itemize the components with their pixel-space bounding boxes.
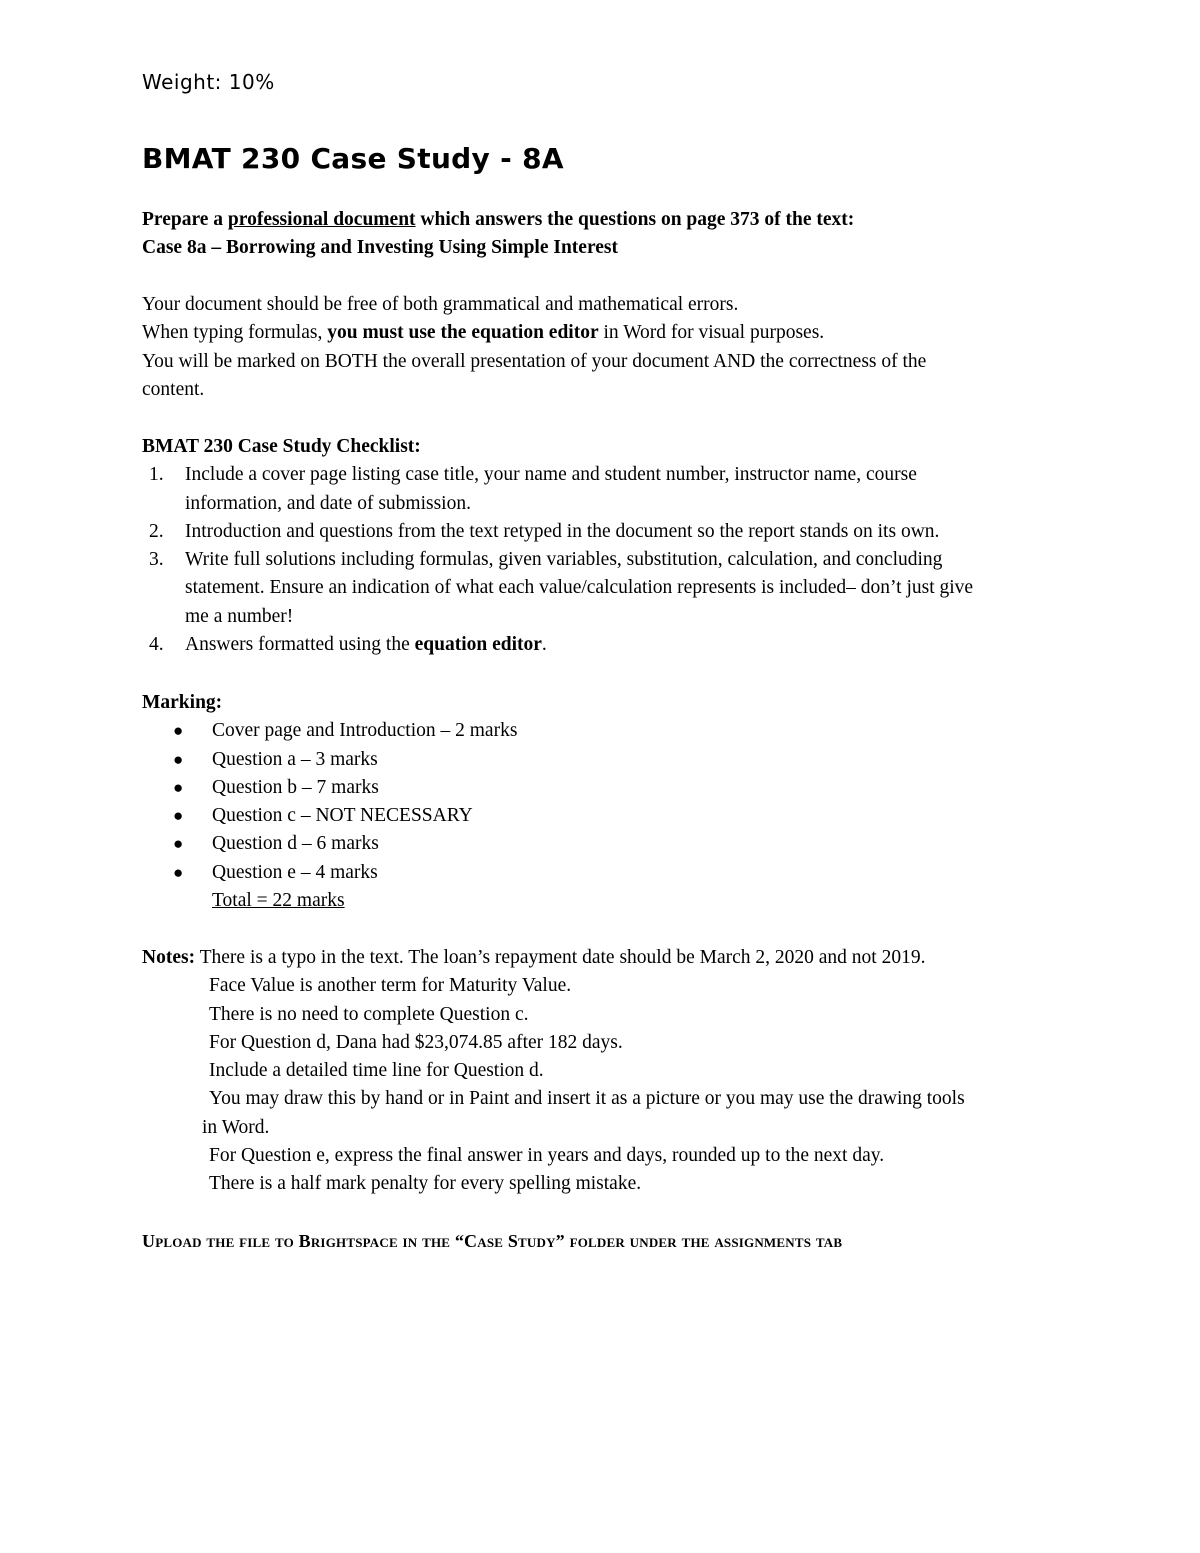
checklist-item-1 <box>142 461 1072 518</box>
equation-editor-emphasis: you must use the equation editor <box>327 322 599 344</box>
instructions-section <box>142 291 1072 404</box>
marking-text: Question d – 6 marks <box>212 833 379 855</box>
checklist-text-a: Answers formatted using the <box>185 634 415 656</box>
notes-first-line <box>142 944 1072 972</box>
instruction-line-2 <box>142 319 1072 347</box>
bullet-icon: ● <box>173 834 184 854</box>
page-title: BMAT 230 Case Study - 8A <box>142 142 564 175</box>
checklist-text: Include a cover page listing case title, your name and student number, instructor name, course <box>185 464 917 486</box>
notes-line: For Question d, Dana had $23,074.85 after 182 days. <box>209 1031 623 1053</box>
notes-line: Include a detailed time line for Question d. <box>209 1060 544 1082</box>
notes-line: You may draw this by hand or in Paint and insert it as a picture or you may use the drawing tools <box>209 1088 965 1110</box>
checklist-text <box>185 631 1072 659</box>
notes-label: Notes: <box>142 947 196 968</box>
checklist-section <box>142 433 1072 659</box>
marking-text: Question a – 3 marks <box>212 748 378 770</box>
professional-document-text: professional document <box>227 209 416 230</box>
checklist-text: statement. Ensure an indication of what each value/calculation represents is included– don’t just give <box>185 577 974 599</box>
bullet-icon: ● <box>173 777 184 797</box>
marking-item <box>142 746 1072 774</box>
instruction-line-1: Your document should be free of both grammatical and mathematical errors. <box>142 294 739 315</box>
marking-text: Cover page and Introduction – 2 marks <box>212 720 518 742</box>
checklist-text: Write full solutions including formulas, given variables, substitution, calculation, and concluding <box>185 549 943 571</box>
marking-item <box>142 830 1072 858</box>
checklist-number: 4. <box>149 634 164 656</box>
checklist-item-2 <box>142 518 1072 546</box>
checklist-text-c: . <box>541 634 547 656</box>
marking-total: Total = 22 marks <box>212 890 345 912</box>
notes-line: There is a half mark penalty for every spelling mistake. <box>209 1173 642 1195</box>
marking-text: Question c – NOT NECESSARY <box>212 805 473 827</box>
notes-text: There is a typo in the text. The loan’s repayment date should be March 2, 2020 and not 2019. <box>195 947 926 968</box>
weight-label: Weight: 10% <box>142 70 275 94</box>
instruction-line-3: You will be marked on BOTH the overall presentation of your document AND the correctness of the <box>142 350 927 372</box>
intro-section <box>142 206 1072 263</box>
intro-text-b: which answers the questions on page 373 of the text: <box>415 209 855 230</box>
checklist-heading: BMAT 230 Case Study Checklist: <box>142 436 421 457</box>
marking-section <box>142 689 1072 915</box>
marking-item <box>142 774 1072 802</box>
checklist-item-4 <box>142 631 1072 659</box>
bullet-icon: ● <box>173 749 184 769</box>
case-title: Case 8a – Borrowing and Investing Using Simple Interest <box>142 237 618 259</box>
notes-line: in Word. <box>202 1116 270 1138</box>
instruction-2-c: in Word for visual purposes. <box>598 322 825 344</box>
marking-item <box>142 717 1072 745</box>
checklist-number: 1. <box>149 464 164 486</box>
notes-line: For Question e, express the final answer in years and days, rounded up to the next day. <box>209 1145 885 1167</box>
marking-total-row <box>142 887 1072 915</box>
marking-text: Question b – 7 marks <box>212 776 379 798</box>
equation-editor-bold: equation editor <box>414 634 542 656</box>
notes-line: Face Value is another term for Maturity Value. <box>209 975 572 997</box>
instruction-2-a: When typing formulas, <box>142 322 328 344</box>
checklist-number: 2. <box>149 520 164 542</box>
bullet-icon: ● <box>173 806 184 826</box>
bullet-icon: ● <box>173 721 184 741</box>
marking-item <box>142 859 1072 887</box>
instruction-line-4: content. <box>142 378 205 400</box>
intro-text-a: Prepare a <box>142 209 228 230</box>
upload-instruction: Upload the file to Brightspace in the “Case Study” folder under the assignments tab <box>142 1231 843 1251</box>
marking-item <box>142 802 1072 830</box>
notes-section <box>142 944 1072 1199</box>
checklist-number: 3. <box>149 549 164 571</box>
bullet-icon: ● <box>173 862 184 882</box>
marking-text: Question e – 4 marks <box>212 861 378 883</box>
checklist-text: me a number! <box>185 605 294 627</box>
checklist-text: information, and date of submission. <box>185 492 471 514</box>
marking-heading: Marking: <box>142 692 223 713</box>
intro-line-1 <box>142 206 1072 234</box>
checklist-text: Introduction and questions from the text retyped in the document so the report stands on its own. <box>185 520 940 542</box>
checklist-item-3 <box>142 546 1072 631</box>
notes-line: There is no need to complete Question c. <box>209 1003 529 1025</box>
